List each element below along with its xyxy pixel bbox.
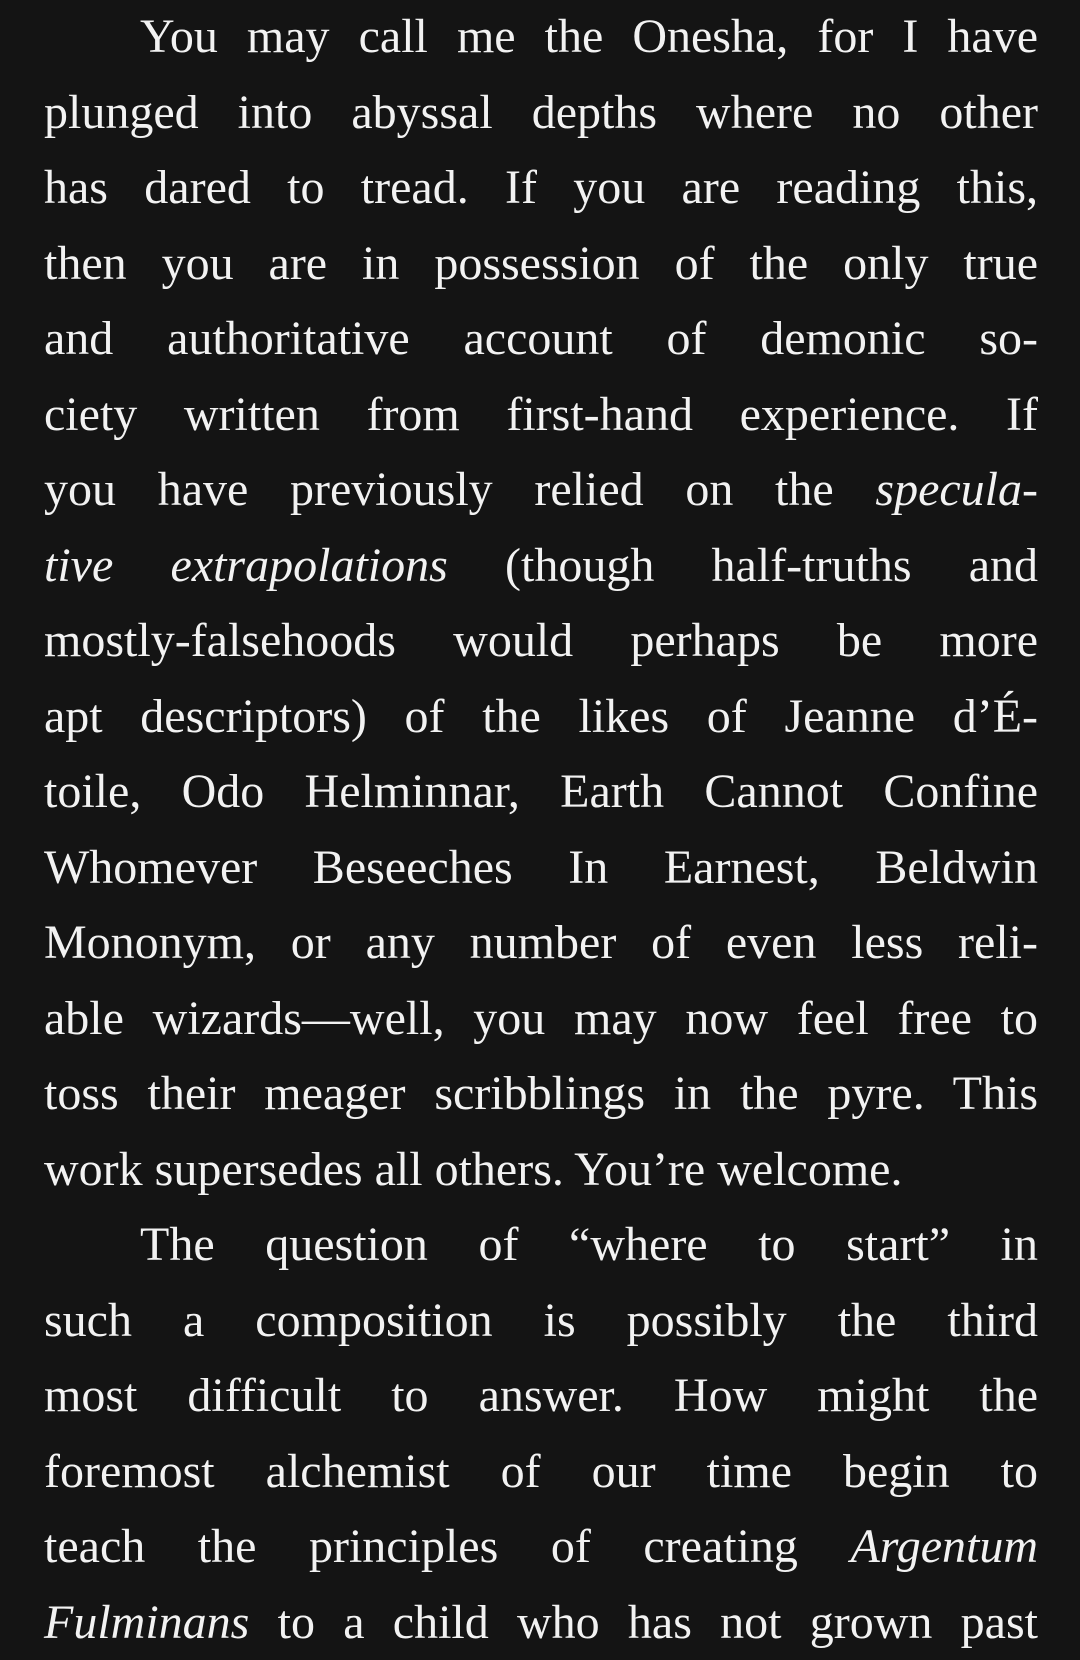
text-line [44,528,1038,604]
text-line: has dared to tread. If you are reading this, [44,150,1038,226]
text-run: (though half-truths and [448,539,1038,592]
text-line: Mononym, or any number of even less reli- [44,905,1038,981]
text-line: plunged into abyssal depths where no other [44,75,1038,151]
text-run: teach the principles of creating [44,1520,850,1573]
text-line: work supersedes all others. You’re welcome. [44,1132,1038,1208]
text-line [44,1585,1038,1660]
text-line: such a composition is possibly the third [44,1283,1038,1359]
text-line: apt descriptors) of the likes of Jeanne d’É- [44,679,1038,755]
paragraph [44,0,1038,1207]
italic-text-run: Fulminans [44,1596,249,1649]
text-line: Whomever Beseeches In Earnest, Beldwin [44,830,1038,906]
italic-text-run: tive extrapolations [44,539,448,592]
text-line [44,1509,1038,1585]
text-line: and authoritative account of demonic so- [44,301,1038,377]
text-line: foremost alchemist of our time begin to [44,1434,1038,1510]
paragraph [44,1207,1038,1660]
text-line: mostly-falsehoods would perhaps be more [44,603,1038,679]
italic-text-run: specula- [875,463,1038,516]
text-run: you have previously relied on the [44,463,875,516]
text-line: toile, Odo Helminnar, Earth Cannot Confine [44,754,1038,830]
text-line: The question of “where to start” in [44,1207,1038,1283]
text-run: to a child who has not grown past [249,1596,1038,1649]
text-line: able wizards—well, you may now feel free to [44,981,1038,1057]
text-line: You may call me the Onesha, for I have [44,0,1038,75]
document-page [44,0,1038,1660]
text-line: then you are in possession of the only true [44,226,1038,302]
text-line [44,452,1038,528]
italic-text-run: Argentum [850,1520,1038,1573]
text-line: ciety written from first-hand experience. If [44,377,1038,453]
text-line: most difficult to answer. How might the [44,1358,1038,1434]
text-line: toss their meager scribblings in the pyre. This [44,1056,1038,1132]
